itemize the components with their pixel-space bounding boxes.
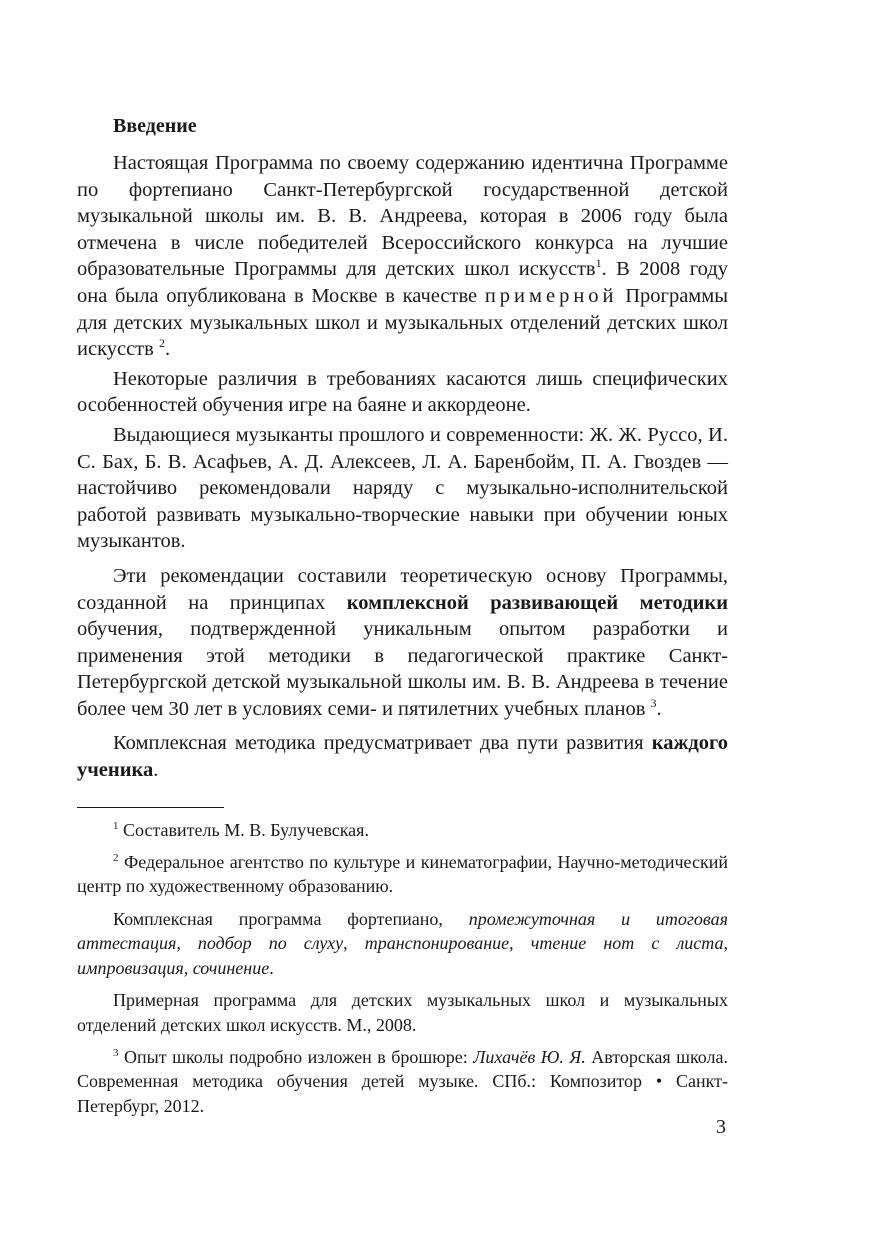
footnote-3 bbox=[77, 1045, 728, 1118]
p4-text-3: . bbox=[656, 697, 662, 720]
p4-bold: комплексной развивающей методики bbox=[346, 591, 729, 614]
p4-text-2: обучения, подтвержденной уникальным опытом разработки и применения этой методики в педагогической практике Санкт-Петербургской детской музыкальной школы им. В. В. Андреева в течение более чем 30 лет в условиях семи- и пятилетних учебных планов bbox=[77, 618, 728, 720]
fn2b-italic-2: транспонирование bbox=[364, 933, 510, 954]
paragraph-1 bbox=[77, 150, 728, 363]
fn2b-italic-1: промежуточная и итоговая аттестация, подбор по слуху bbox=[77, 908, 728, 954]
fn2b-comma-3: , bbox=[723, 933, 729, 954]
footnote-ref-2: 2 bbox=[158, 336, 165, 351]
fn2b-comma-2: , bbox=[509, 933, 514, 954]
paragraph-4 bbox=[77, 563, 728, 723]
fn2b-comma-1: , bbox=[343, 933, 348, 954]
p1-spaced-word: примерной bbox=[484, 284, 618, 307]
page-number: 3 bbox=[716, 1116, 726, 1138]
paragraph-5 bbox=[77, 730, 728, 783]
footnote-2 bbox=[77, 850, 728, 899]
p1-text-1: Настоящая Программа по своему содержанию идентична Программе по фортепиано Санкт-Петербургской государственной детской музыкальной школы им. В. В. Андреева, которая в 2006 году была отмечена в числе победителей Всероссийского конкурса на лучшие образовательные Программы для детских школ искусств bbox=[77, 152, 728, 281]
footnote-2-source: Примерная программа для детских музыкальных школ и музыкальных отделений детских школ искусств. М., 2008. bbox=[77, 990, 728, 1035]
footnote-2-text: Федеральное агентство по культуре и кинематографии, Научно-методический центр по художественному образованию. bbox=[77, 852, 728, 897]
paragraph-3: Выдающиеся музыканты прошлого и современности: Ж. Ж. Руссо, И. С. Бах, Б. В. Асафьев, А. Д. Алексеев, Л. А. Баренбойм, П. А. Гвоздев — настойчиво рекомендовали наряду с музыкально-исполнительской работой развивать музыкально-творческие навыки при обучении юных музыкантов. bbox=[77, 423, 728, 553]
p5-text-1: Комплексная методика предусматривает два пути развития bbox=[113, 732, 644, 755]
paragraph-2: Некоторые различия в требованиях касаются лишь специфических особенностей обучения игре на баяне и аккордеоне. bbox=[77, 367, 728, 417]
p1-text-4: . bbox=[164, 338, 171, 361]
fn3-text-1: Опыт школы подробно изложен в брошюре: bbox=[124, 1046, 468, 1067]
footnote-2-mark: 2 bbox=[113, 852, 119, 865]
footnote-ref-1: 1 bbox=[595, 256, 602, 271]
p5-text-2: . bbox=[153, 759, 159, 782]
fn2b-text-1: Комплексная программа фортепиано, bbox=[113, 908, 443, 929]
section-heading: Введение bbox=[113, 115, 197, 137]
fn3-text-2: Авторская школа. Современная методика обучения детей музыке. СПб.: Композитор • Санкт-Петербург, 2012. bbox=[77, 1046, 729, 1116]
p4-text-1: Эти рекомендации составили теоретическую основу Программы, созданной на принципах bbox=[77, 564, 728, 614]
document-page bbox=[77, 112, 728, 1126]
footnote-1 bbox=[77, 818, 728, 842]
fn2b-italic-3: чтение нот с листа bbox=[530, 933, 724, 954]
footnote-separator bbox=[77, 807, 224, 808]
fn2b-italic-4: импровизация, сочинение bbox=[77, 957, 270, 978]
fn3-author: Лихачёв Ю. Я. bbox=[473, 1046, 586, 1067]
fn2b-text-2: . bbox=[269, 957, 274, 978]
footnote-1-text: Составитель М. В. Булучевская. bbox=[123, 819, 369, 840]
p5-bold: каждого ученика bbox=[77, 732, 729, 782]
footnote-1-mark: 1 bbox=[113, 819, 119, 832]
footnote-ref-3: 3 bbox=[650, 695, 657, 710]
p1-text-2: . В 2008 году она была опубликована в Москве в качестве bbox=[77, 258, 728, 307]
footnote-2-continued bbox=[77, 907, 728, 980]
footnote-3-mark: 3 bbox=[113, 1046, 119, 1059]
p1-text-3: Программы для детских музыкальных школ и музыкальных отделений детских школ искусств bbox=[77, 284, 729, 361]
